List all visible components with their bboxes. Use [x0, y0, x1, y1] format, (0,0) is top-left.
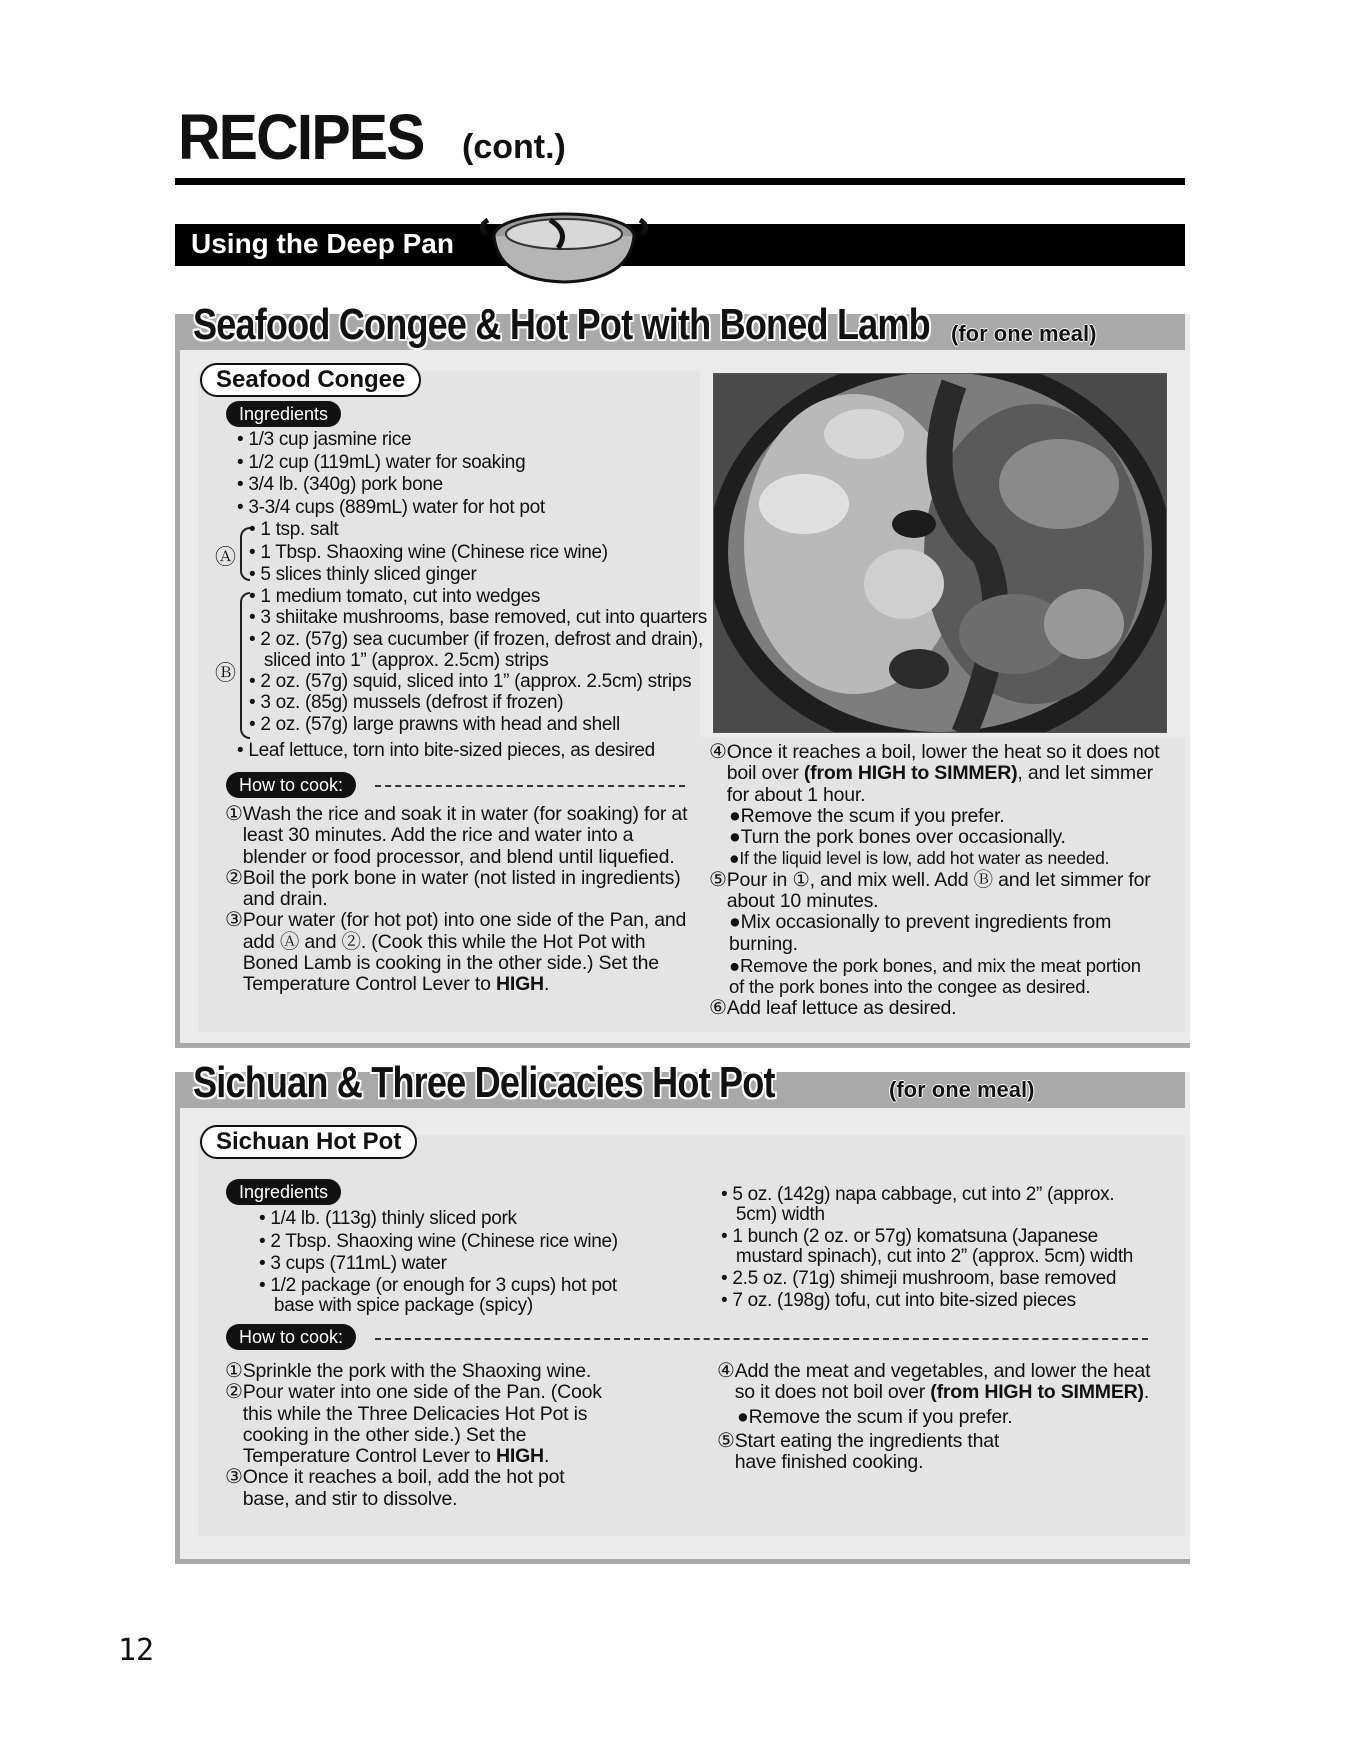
step — [225, 1467, 625, 1510]
bullet-list — [709, 912, 1179, 997]
group-a-marker: Ⓐ — [215, 546, 236, 569]
step-number: ⑤ — [717, 1429, 735, 1452]
bullet: ●Remove the scum if you prefer. — [737, 1405, 1013, 1428]
step-number: ④ — [717, 1360, 735, 1382]
ingredient-item: 5cm) width — [721, 1204, 825, 1225]
step — [709, 998, 1179, 1019]
step-text: Add leaf lettuce as desired. — [726, 996, 957, 1019]
ingredient-item: • 1/2 package (or enough for 3 cups) hot pot — [259, 1274, 617, 1296]
ingredient-item: • 1/2 cup (119mL) water for soaking — [237, 451, 526, 473]
ingredient-item: • 2.5 oz. (71g) shimeji mushroom, base removed — [721, 1268, 1117, 1289]
ingredient-item: • 3-3/4 cups (889mL) water for hot pot — [237, 496, 545, 518]
steps-right — [717, 1361, 1157, 1473]
ingredient-item: • 1 tsp. salt — [249, 519, 339, 540]
step-number: ⑤ — [709, 868, 727, 891]
group-a-list — [249, 519, 608, 587]
steps-left — [225, 804, 700, 996]
step-number: ② — [225, 866, 243, 889]
step-number: ② — [225, 1381, 243, 1404]
ingredient-item: • 7 oz. (198g) tofu, cut into bite-sized pieces — [721, 1290, 1076, 1311]
step-text: Start eating the ingredients that have finished cooking. — [734, 1429, 1000, 1474]
howto-tag: How to cook: — [226, 1324, 356, 1350]
ingredient-item: sliced into 1” (approx. 2.5cm) strips — [249, 649, 549, 671]
ingredient-item: • 2 oz. (57g) large prawns with head and shell — [249, 713, 620, 735]
ingredient-list — [259, 1208, 618, 1316]
step — [717, 1431, 1157, 1474]
recipe-servings: (for one meal) — [889, 1077, 1035, 1102]
step-text: Once it reaches a boil, add the hot pot base, and stir to dissolve. — [242, 1466, 565, 1510]
step-number: ④ — [709, 741, 727, 763]
recipe-servings: (for one meal) — [951, 321, 1097, 346]
step-text: Pour water into one side of the Pan. (Cook this while the Three Delicacies Hot Pot is cooking in the other side.) Set the Temperature Control Lever to HIGH. — [242, 1381, 602, 1468]
ingredient-item: • 1 Tbsp. Shaoxing wine (Chinese rice wine) — [249, 541, 608, 563]
ingredient-item: • 3 oz. (85g) mussels (defrost if frozen) — [249, 692, 564, 714]
bullet: ●Turn the pork bones over occasionally. — [729, 826, 1066, 849]
bullet: ●Remove the scum if you prefer. — [729, 804, 1005, 827]
ingredient-item: • 2 oz. (57g) squid, sliced into 1” (approx. 2.5cm) strips — [249, 671, 692, 693]
step-text: Wash the rice and soak it in water (for soaking) for at least 30 minutes. Add the rice and water into a blender or food processor, and blend until liquefied. — [242, 803, 688, 868]
title-rule — [175, 178, 1185, 185]
recipe-title: Seafood Congee & Hot Pot with Boned Lamb — [193, 300, 930, 349]
step — [717, 1361, 1157, 1404]
subrecipe-title: Seafood Congee — [200, 363, 421, 397]
bullet: ●Mix occasionally to prevent ingredients from burning. — [729, 911, 1112, 955]
step-text: Add the meat and vegetables, and lower the heat so it does not boil over (from HIGH to SIMMER). — [734, 1360, 1151, 1404]
step — [225, 804, 700, 868]
ingredient-list — [237, 429, 545, 519]
section-label: Using the Deep Pan — [191, 228, 454, 259]
divider — [375, 785, 685, 787]
ingredient-item: • 5 slices thinly sliced ginger — [249, 564, 477, 585]
ingredient-item: • 1 medium tomato, cut into wedges — [249, 586, 541, 607]
ingredient-item: • 3 shiitake mushrooms, base removed, cut into quarters — [249, 607, 707, 629]
steps-right — [709, 742, 1179, 1019]
ingredient-item: base with spice package (spicy) — [259, 1294, 533, 1316]
step — [225, 910, 700, 995]
step — [709, 870, 1179, 913]
divider — [375, 1338, 1148, 1340]
recipe-title: Sichuan & Three Delicacies Hot Pot — [193, 1058, 775, 1107]
step-text: Pour water (for hot pot) into one side of the Pan, and add Ⓐ and ②. (Cook this while the Hot Pot with Boned Lamb is cooking in the other side.) Set the Temperature Control Lever to HIGH. — [242, 909, 687, 996]
page-title: RECIPES — [178, 101, 424, 173]
step-number: ③ — [225, 1466, 243, 1489]
ingredient-item: • 2 Tbsp. Shaoxing wine (Chinese rice wine) — [259, 1230, 618, 1252]
bullet: ●If the liquid level is low, add hot water as needed. — [729, 848, 1110, 869]
ingredient-item: • 3 cups (711mL) water — [259, 1253, 447, 1274]
subrecipe-title: Sichuan Hot Pot — [200, 1125, 417, 1159]
step — [225, 1382, 625, 1467]
group-b-list — [249, 586, 707, 735]
ingredient-item: • 1/3 cup jasmine rice — [237, 429, 412, 450]
page-number: 12 — [118, 1633, 155, 1668]
bullet: ●Remove the pork bones, and mix the meat portion of the pork bones into the congee as desired. — [729, 954, 1141, 998]
page-title-suffix: (cont.) — [462, 128, 566, 166]
step-number: ⑥ — [709, 996, 727, 1019]
ingredients-tag: Ingredients — [226, 401, 341, 427]
ingredient-item: • 1 bunch (2 oz. or 57g) komatsuna (Japanese — [721, 1226, 1098, 1247]
step — [709, 742, 1179, 806]
howto-tag: How to cook: — [226, 772, 356, 798]
ingredient-item: • Leaf lettuce, torn into bite-sized pieces, as desired — [237, 740, 655, 761]
step — [225, 1361, 625, 1382]
ingredient-item: • 1/4 lb. (113g) thinly sliced pork — [259, 1208, 517, 1229]
deep-pan-icon — [478, 206, 650, 288]
step-text: Sprinkle the pork with the Shaoxing wine. — [242, 1360, 592, 1382]
ingredients-tag: Ingredients — [226, 1179, 341, 1205]
ingredient-item: mustard spinach), cut into 2” (approx. 5cm) width — [721, 1246, 1134, 1267]
step-number: ① — [225, 1360, 243, 1382]
step-text: Once it reaches a boil, lower the heat so it does not boil over (from HIGH to SIMMER), and let simmer for about 1 hour. — [726, 741, 1160, 806]
step — [225, 868, 700, 911]
ingredient-list — [721, 1185, 1133, 1311]
ingredient-item: • 3/4 lb. (340g) pork bone — [237, 474, 443, 495]
steps-left — [225, 1361, 625, 1510]
step-number: ③ — [225, 909, 243, 932]
ingredient-item: • 2 oz. (57g) sea cucumber (if frozen, defrost and drain), — [249, 628, 703, 650]
group-b-marker: Ⓑ — [215, 662, 236, 685]
bullet-list — [709, 806, 1179, 870]
hot-pot-photo — [713, 373, 1167, 733]
step-text: Pour in ①, and mix well. Add Ⓑ and let simmer for about 10 minutes. — [726, 868, 1151, 913]
ingredient-item: • 5 oz. (142g) napa cabbage, cut into 2” (approx. — [721, 1184, 1115, 1205]
step-text: Boil the pork bone in water (not listed in ingredients) and drain. — [242, 866, 681, 911]
step-number: ① — [225, 803, 243, 825]
